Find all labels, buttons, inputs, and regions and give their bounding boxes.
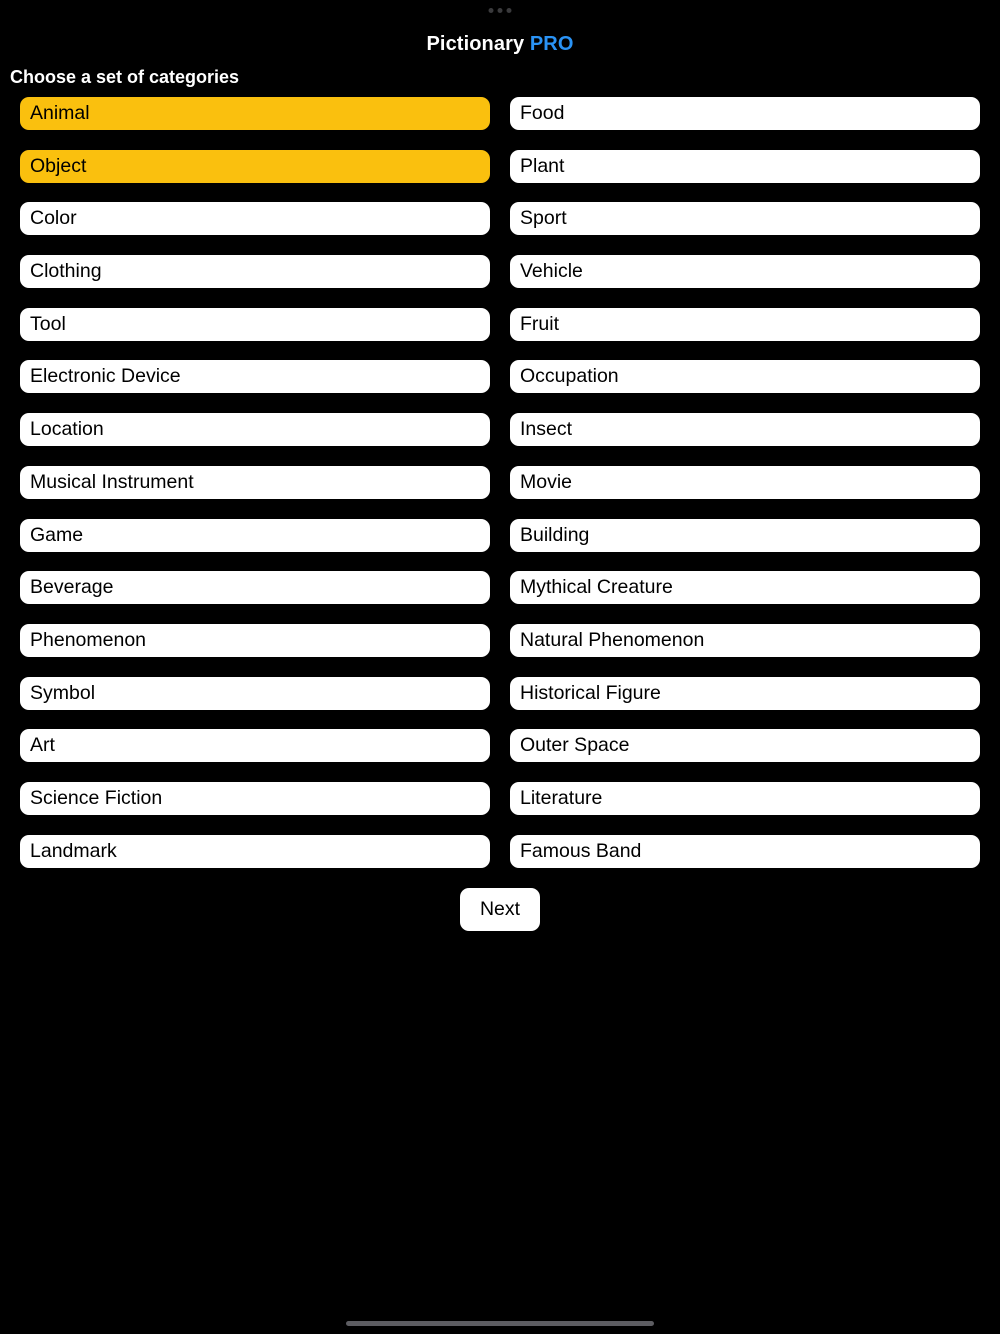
dot-icon bbox=[507, 8, 512, 13]
category-button-object[interactable]: Object bbox=[20, 150, 490, 183]
app-title-main: Pictionary bbox=[426, 33, 525, 55]
category-button-phenomenon[interactable]: Phenomenon bbox=[20, 624, 490, 657]
category-button-landmark[interactable]: Landmark bbox=[20, 835, 490, 868]
category-button-electronic-device[interactable]: Electronic Device bbox=[20, 360, 490, 393]
app-title bbox=[0, 33, 1000, 56]
category-button-science-fiction[interactable]: Science Fiction bbox=[20, 782, 490, 815]
category-button-fruit[interactable]: Fruit bbox=[510, 308, 980, 341]
category-button-game[interactable]: Game bbox=[20, 519, 490, 552]
category-button-literature[interactable]: Literature bbox=[510, 782, 980, 815]
category-button-historical-figure[interactable]: Historical Figure bbox=[510, 677, 980, 710]
category-button-clothing[interactable]: Clothing bbox=[20, 255, 490, 288]
category-button-symbol[interactable]: Symbol bbox=[20, 677, 490, 710]
category-button-musical-instrument[interactable]: Musical Instrument bbox=[20, 466, 490, 499]
category-button-vehicle[interactable]: Vehicle bbox=[510, 255, 980, 288]
category-button-art[interactable]: Art bbox=[20, 729, 490, 762]
section-heading: Choose a set of categories bbox=[10, 67, 240, 87]
category-button-natural-phenomenon[interactable]: Natural Phenomenon bbox=[510, 624, 980, 657]
category-button-occupation[interactable]: Occupation bbox=[510, 360, 980, 393]
category-grid bbox=[20, 97, 980, 868]
category-button-mythical-creature[interactable]: Mythical Creature bbox=[510, 571, 980, 604]
category-button-food[interactable]: Food bbox=[510, 97, 980, 130]
category-button-animal[interactable]: Animal bbox=[20, 97, 490, 130]
home-indicator bbox=[346, 1321, 654, 1326]
category-button-color[interactable]: Color bbox=[20, 202, 490, 235]
app-title-pro: PRO bbox=[529, 33, 574, 55]
dot-icon bbox=[498, 8, 503, 13]
category-button-building[interactable]: Building bbox=[510, 519, 980, 552]
category-button-famous-band[interactable]: Famous Band bbox=[510, 835, 980, 868]
category-button-sport[interactable]: Sport bbox=[510, 202, 980, 235]
next-button[interactable]: Next bbox=[460, 888, 540, 931]
category-button-insect[interactable]: Insect bbox=[510, 413, 980, 446]
category-button-movie[interactable]: Movie bbox=[510, 466, 980, 499]
category-button-plant[interactable]: Plant bbox=[510, 150, 980, 183]
category-button-beverage[interactable]: Beverage bbox=[20, 571, 490, 604]
category-button-location[interactable]: Location bbox=[20, 413, 490, 446]
dot-icon bbox=[489, 8, 494, 13]
category-button-tool[interactable]: Tool bbox=[20, 308, 490, 341]
category-button-outer-space[interactable]: Outer Space bbox=[510, 729, 980, 762]
multitasking-dots-icon[interactable] bbox=[489, 8, 512, 13]
